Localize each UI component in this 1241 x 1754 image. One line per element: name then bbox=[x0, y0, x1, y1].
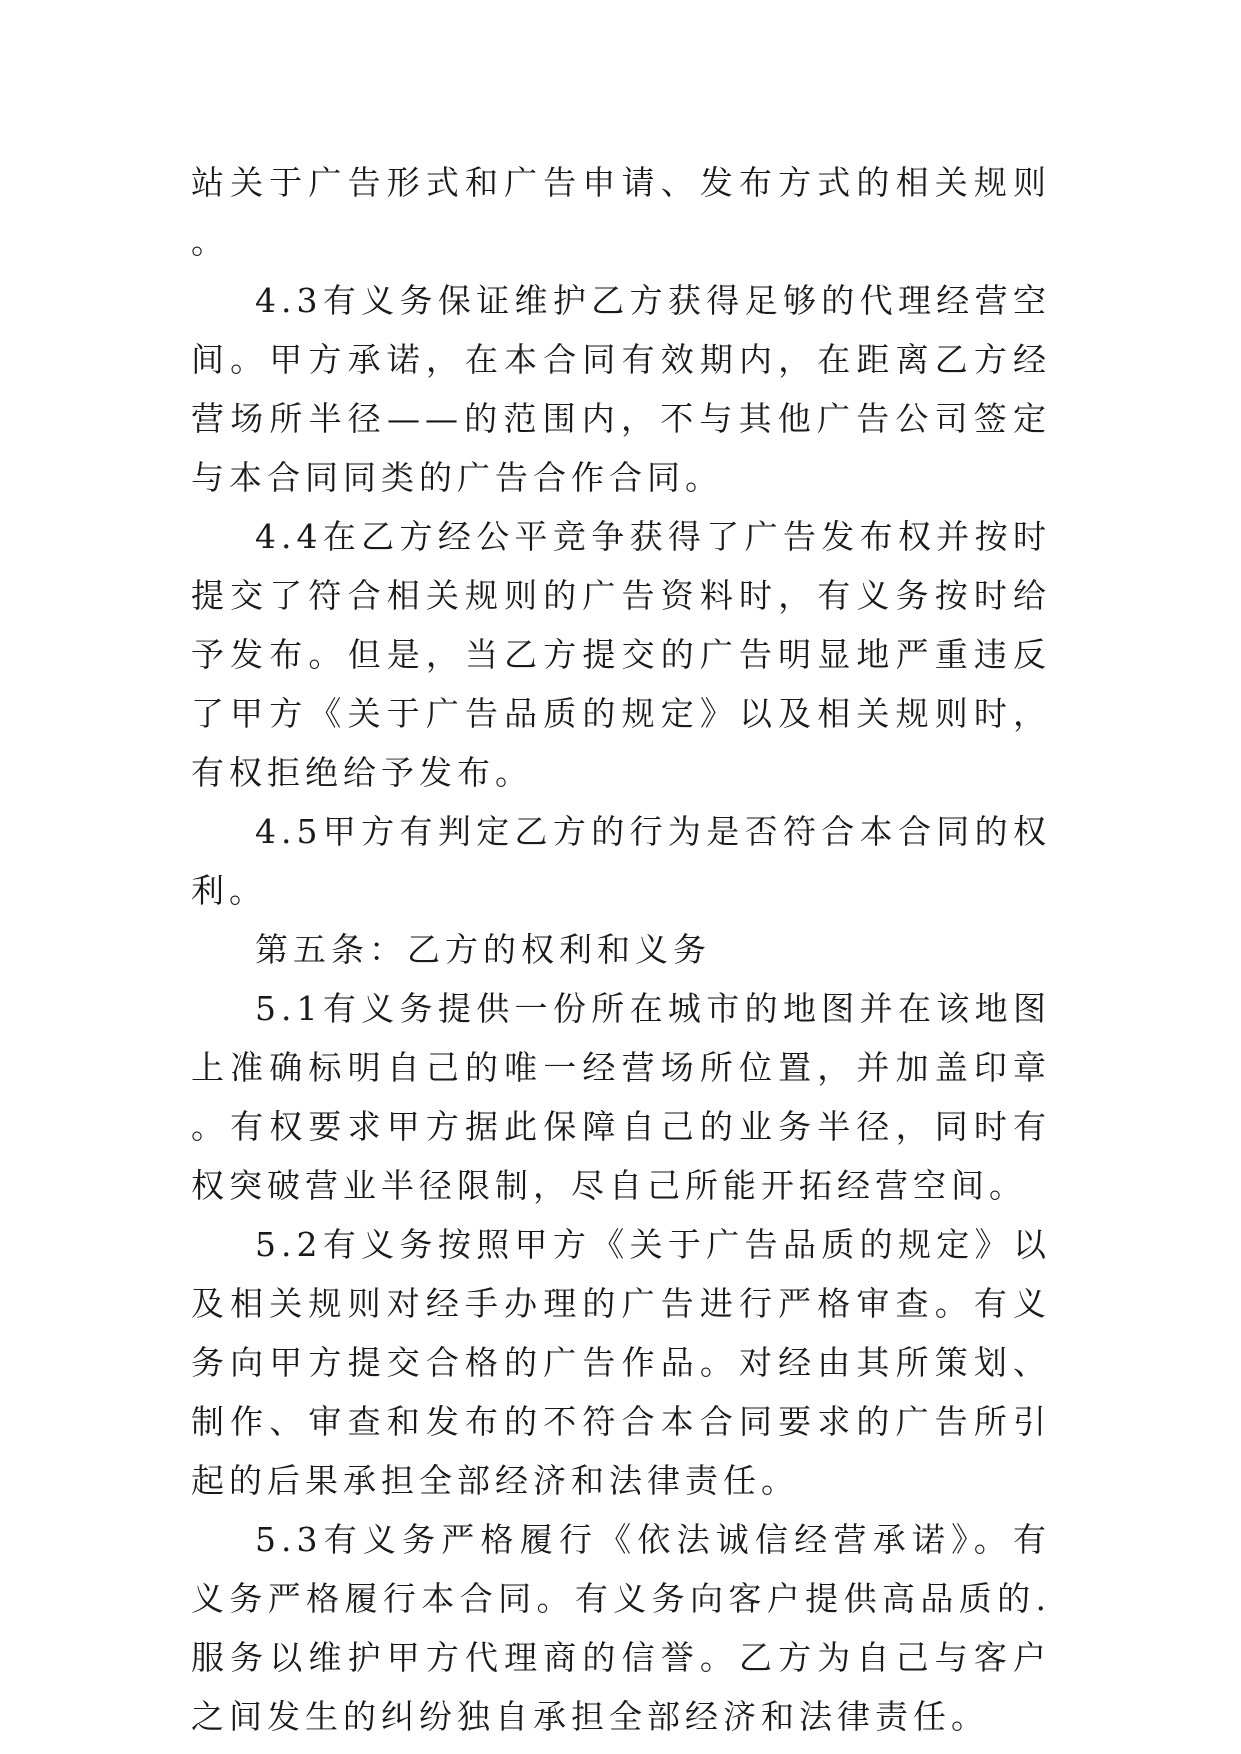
paragraph-clause-5-3: 5.3有义务严格履行《依法诚信经营承诺》。有义务严格履行本合同。有义务向客户提供高品质的.服务以维护甲方代理商的信誉。乙方为自己与客户之间发生的纠纷独自承担全部经济和法律责任。 bbox=[191, 1520, 1051, 1736]
document-body bbox=[191, 153, 1051, 1746]
paragraph-clause-4-5: 4.5甲方有判定乙方的行为是否符合本合同的权利。 bbox=[191, 812, 1051, 910]
article-5-heading: 第五条：乙方的权利和义务 bbox=[255, 930, 711, 969]
paragraph-clause-5-1: 5.1有义务提供一份所在城市的地图并在该地图上准确标明自己的唯一经营场所位置，并加盖印章。有权要求甲方据此保障自己的业务半径，同时有权突破营业半径限制，尽自己所能开拓经营空间。 bbox=[191, 989, 1051, 1205]
paragraph-continuation: 站关于广告形式和广告申请、发布方式的相关规则。 bbox=[191, 163, 1051, 261]
paragraph-clause-5-2: 5.2有义务按照甲方《关于广告品质的规定》以及相关规则对经手办理的广告进行严格审查。有义务向甲方提交合格的广告作品。对经由其所策划、制作、审查和发布的不符合本合同要求的广告所引起的后果承担全部经济和法律责任。 bbox=[191, 1225, 1051, 1500]
paragraph-clause-4-3: 4.3有义务保证维护乙方获得足够的代理经营空间。甲方承诺，在本合同有效期内，在距离乙方经营场所半径——的范围内，不与其他广告公司签定与本合同同类的广告合作合同。 bbox=[191, 281, 1051, 497]
paragraph-clause-4-4: 4.4在乙方经公平竞争获得了广告发布权并按时提交了符合相关规则的广告资料时，有义务按时给予发布。但是，当乙方提交的广告明显地严重违反了甲方《关于广告品质的规定》以及相关规则时，有权拒绝给予发布。 bbox=[191, 517, 1051, 792]
